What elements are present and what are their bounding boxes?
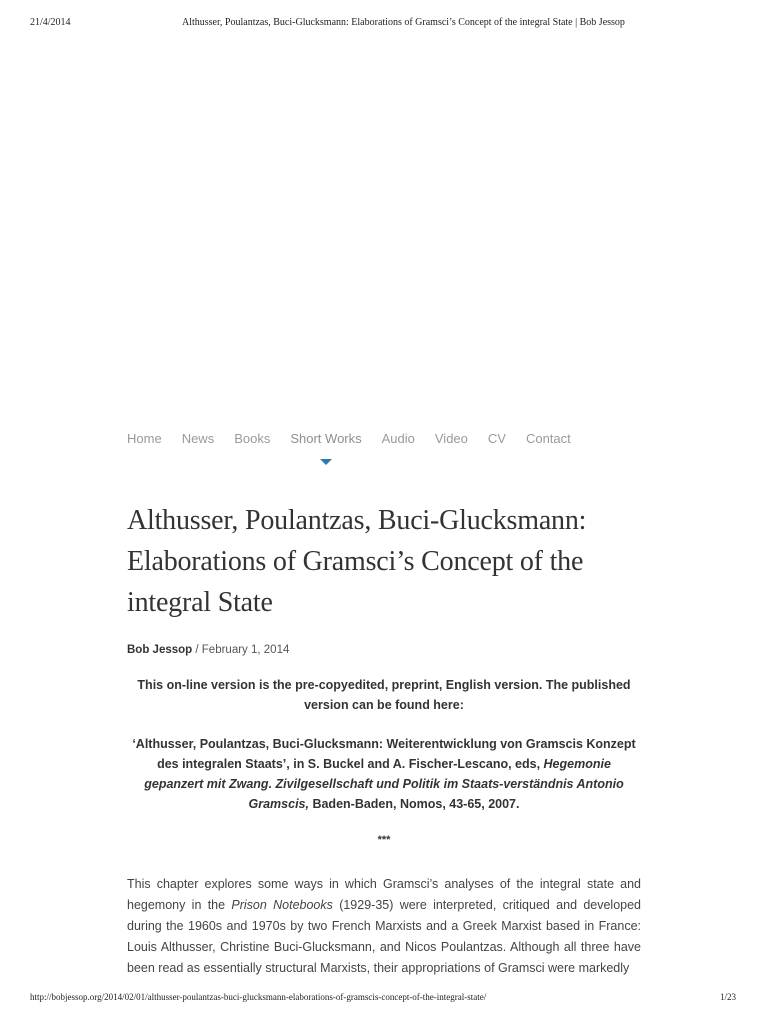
byline [127, 644, 641, 656]
citation-part-1: ‘Althusser, Poulantzas, Buci-Glucksmann: Weiterentwicklung von Gramscis Konzept des integralen Staats’, in S. Buckel and A. Fischer-Lescano, eds, [132, 737, 636, 771]
author-link[interactable]: Bob Jessop [127, 644, 193, 656]
citation-part-2: Baden-Baden, Nomos, 43-65, 2007. [308, 797, 520, 811]
nav-item-books[interactable]: Books [234, 431, 271, 446]
section-separator: *** [377, 834, 391, 846]
citation-italic-title: Hegemonie gepanzert mit Zwang. Zivilgesellschaft und Politik im Staats-verständnis Antonio Gramscis, [144, 757, 624, 811]
citation [127, 734, 641, 814]
body-italic: Prison Notebooks [231, 898, 333, 912]
print-header [0, 17, 768, 31]
body-part-1: This chapter explores some ways in which Gramsci’s analyses of the integral state and hegemony in the [127, 877, 641, 912]
print-document-title: Althusser, Poulantzas, Buci-Glucksmann: Elaborations of Gramsci’s Concept of the integral State | Bob Jessop [182, 17, 625, 28]
article-title: Althusser, Poulantzas, Buci-Glucksmann: Elaborations of Gramsci’s Concept of the integral State [127, 505, 587, 618]
article [127, 500, 641, 992]
nav-item-short-works[interactable] [290, 431, 361, 446]
print-date: 21/4/2014 [30, 17, 71, 28]
byline-separator: / [192, 644, 202, 656]
post-date[interactable]: February 1, 2014 [201, 644, 290, 656]
body-paragraph [127, 874, 641, 979]
nav-item-cv[interactable]: CV [487, 431, 506, 446]
nav-item-short-works-label: Short Works [290, 431, 362, 446]
nav-item-home[interactable]: Home [127, 431, 162, 446]
nav-item-audio[interactable]: Audio [381, 431, 415, 446]
active-caret-icon [320, 459, 332, 465]
print-footer [0, 992, 768, 1006]
page-number: 1/23 [719, 992, 736, 1002]
nav-item-video[interactable]: Video [434, 431, 468, 446]
body-part-2: (1929-35) were interpreted, critiqued and developed during the 1960s and 1970s by two French Marxists and a Greek Marxist based in France: Louis Althusser, Christine Buci-Glucksmann, and Nicos Poulantzas. Although all three have been read as essentially structural Marxists, their appropriations of Gramsci were markedly [127, 898, 642, 975]
nav-item-news[interactable]: News [181, 431, 215, 446]
print-url: http://bobjessop.org/2014/02/01/althusser-poulantzas-buci-glucksmann-elaborations-of-gramscis-concept-of-the-integral-state/ [30, 992, 487, 1002]
version-note: This on-line version is the pre-copyedited, preprint, English version. The published version can be found here: [137, 678, 631, 712]
main-navigation [127, 431, 647, 471]
nav-item-contact[interactable]: Contact [525, 431, 571, 446]
